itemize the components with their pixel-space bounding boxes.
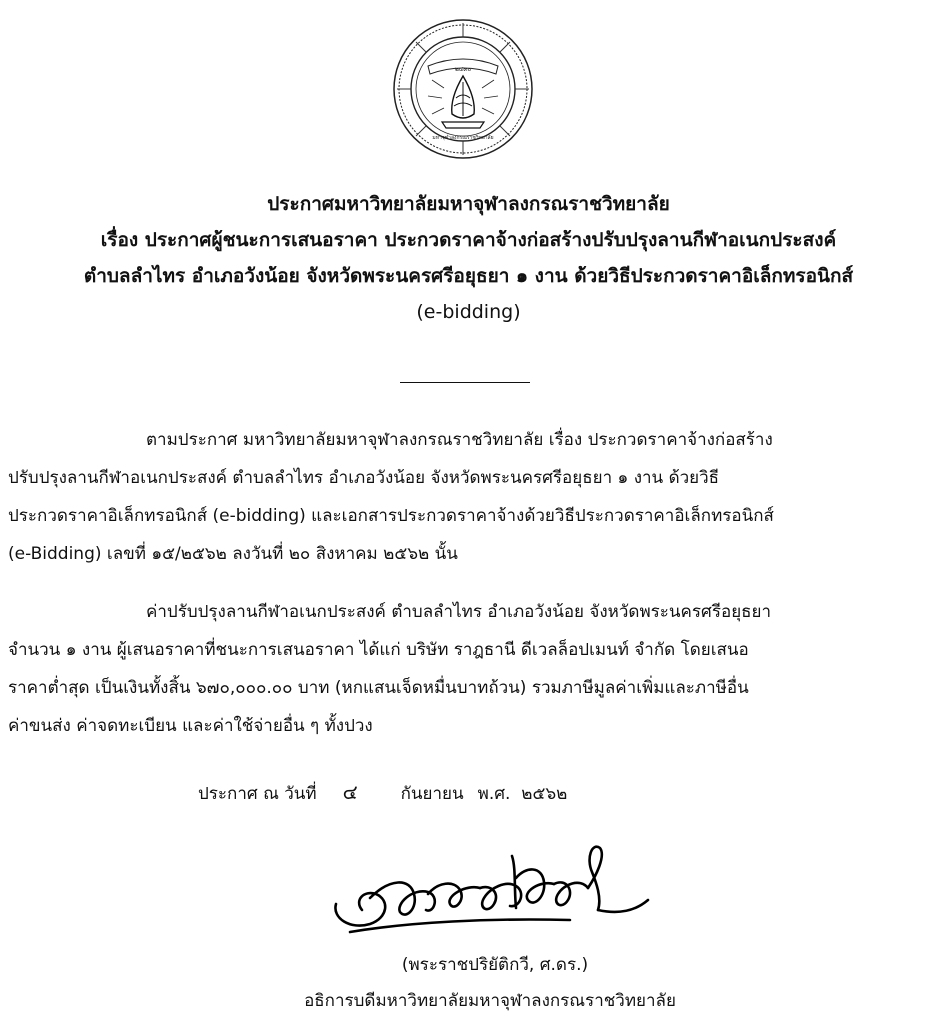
paragraph-2-line: จำนวน ๑ งาน ผู้เสนอราคาที่ชนะการเสนอราคา ได้แก่ บริษัท ราฎธานี ดีเวลล็อปเมนท์ จำกัด โดยเสนอ <box>8 640 749 660</box>
date-day: ๔ <box>342 780 358 804</box>
university-seal-logo <box>392 18 534 160</box>
paragraph-1-line: (e-Bidding) เลขที่ ๑๕/๒๕๖๒ ลงวันที่ ๒๐ สิงหาคม ๒๕๖๒ นั้น <box>8 544 458 564</box>
date-prefix: ประกาศ ณ วันที่ <box>198 784 317 804</box>
paragraph-1-line: ประกวดราคาอิเล็กทรอนิกส์ (e-bidding) และเอกสารประกวดราคาจ้างด้วยวิธีประกวดราคาอิเล็กทรอนิกส์ <box>8 506 774 526</box>
header-divider <box>400 382 530 383</box>
date-year: ๒๕๖๒ <box>521 784 568 804</box>
announcement-header <box>10 186 927 330</box>
subject-line-2: ตำบลลำไทร อำเภอวังน้อย จังหวัดพระนครศรีอยุธยา ๑ งาน ด้วยวิธีประกวดราคาอิเล็กทรอนิกส์ <box>83 265 854 287</box>
subject-line-3: (e-bidding) <box>416 301 521 323</box>
date-month: กันยายน <box>400 784 464 804</box>
signer-name: (พระราชปริยัติกวี, ศ.ดร.) <box>401 955 589 975</box>
paragraph-2-line: ราคาต่ำสุด เป็นเงินทั้งสิ้น ๖๗๐,๐๐๐.๐๐ บาท (หกแสนเจ็ดหมื่นบาทถ้วน) รวมภาษีมูลค่าเพิ่มและภาษีอื่น <box>8 678 749 698</box>
date-era: พ.ศ. <box>477 784 511 804</box>
announcement-date <box>198 776 567 808</box>
paragraph-2-line: ค่าขนส่ง ค่าจดทะเบียน และค่าใช้จ่ายอื่น ๆ ทั้งปวง <box>8 716 373 736</box>
signer-position: อธิการบดีมหาวิทยาลัยมหาจุฬาลงกรณราชวิทยาลัย <box>304 991 676 1011</box>
announcement-title: ประกาศมหาวิทยาลัยมหาจุฬาลงกรณราชวิทยาลัย <box>267 193 670 215</box>
body-paragraph-1 <box>8 421 920 573</box>
body-paragraph-2 <box>8 593 920 745</box>
svg-text:มหาจุฬาลงกรณราชวิทยาลัย: มหาจุฬาลงกรณราชวิทยาลัย <box>432 135 494 141</box>
handwritten-signature <box>330 838 660 946</box>
paragraph-1-line: ปรับปรุงลานกีฬาอเนกประสงค์ ตำบลลำไทร อำเภอวังน้อย จังหวัดพระนครศรีอยุธยา ๑ งาน ด้วยวิธี <box>8 468 720 488</box>
svg-text:๒๔๓๐: ๒๔๓๐ <box>454 66 472 73</box>
paragraph-1-line: ตามประกาศ มหาวิทยาลัยมหาจุฬาลงกรณราชวิทยาลัย เรื่อง ประกวดราคาจ้างก่อสร้าง <box>146 430 773 450</box>
paragraph-2-line: ค่าปรับปรุงลานกีฬาอเนกประสงค์ ตำบลลำไทร อำเภอวังน้อย จังหวัดพระนครศรีอยุธยา <box>146 602 772 622</box>
subject-line-1: เรื่อง ประกาศผู้ชนะการเสนอราคา ประกวดราคาจ้างก่อสร้างปรับปรุงลานกีฬาอเนกประสงค์ <box>100 229 837 251</box>
